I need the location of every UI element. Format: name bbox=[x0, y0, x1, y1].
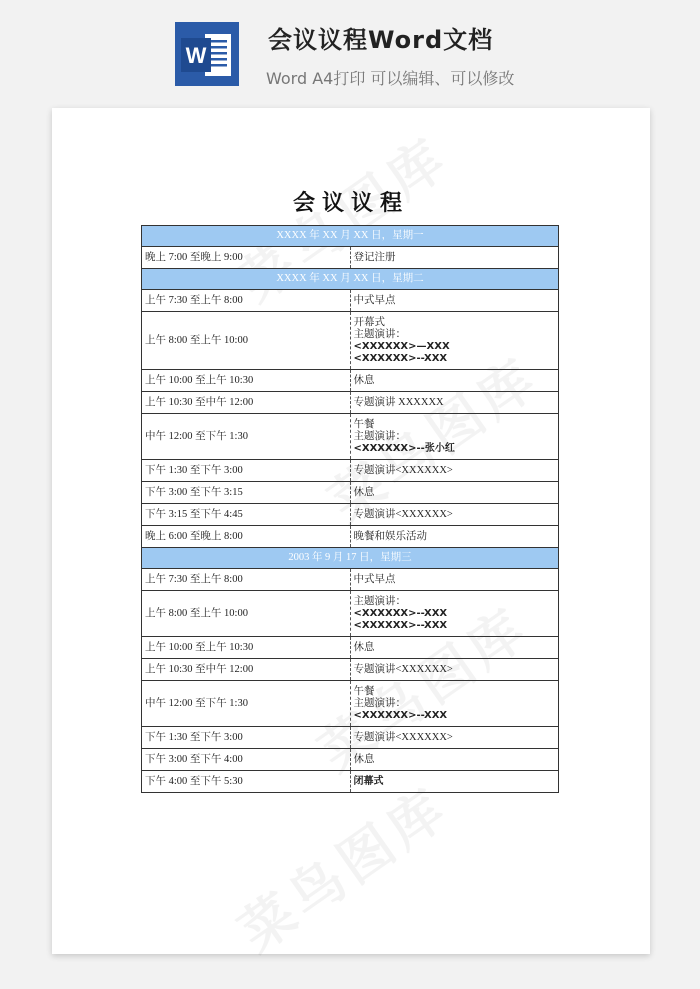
session-activity bbox=[350, 569, 559, 591]
session-activity bbox=[350, 681, 559, 727]
activity-line: 专题演讲<XXXXXX> bbox=[353, 508, 453, 520]
agenda-table bbox=[141, 225, 559, 793]
session-activity bbox=[350, 290, 559, 312]
session-time: 下午 3:00 至下午 4:00 bbox=[142, 749, 351, 771]
day-header-row bbox=[142, 226, 559, 247]
session-time: 中午 12:00 至下午 1:30 bbox=[142, 414, 351, 460]
table-row bbox=[142, 312, 559, 370]
activity-line: 休息 bbox=[353, 753, 375, 765]
session-activity bbox=[350, 504, 559, 526]
session-time: 中午 12:00 至下午 1:30 bbox=[142, 681, 351, 727]
activity-line: <XXXXXX>--XXX bbox=[353, 352, 448, 364]
session-time: 下午 1:30 至下午 3:00 bbox=[142, 727, 351, 749]
session-time: 上午 10:00 至上午 10:30 bbox=[142, 370, 351, 392]
activity-line: 休息 bbox=[353, 374, 375, 386]
activity-line: 专题演讲<XXXXXX> bbox=[353, 663, 453, 675]
session-time: 上午 7:30 至上午 8:00 bbox=[142, 569, 351, 591]
table-row bbox=[142, 659, 559, 681]
day-header: XXXX 年 XX 月 XX 日，星期二 bbox=[142, 269, 559, 290]
table-row bbox=[142, 504, 559, 526]
session-activity bbox=[350, 591, 559, 637]
session-activity bbox=[350, 370, 559, 392]
table-row bbox=[142, 681, 559, 727]
session-activity bbox=[350, 771, 559, 793]
table-row bbox=[142, 526, 559, 548]
table-row bbox=[142, 591, 559, 637]
session-time: 下午 3:15 至下午 4:45 bbox=[142, 504, 351, 526]
document-page bbox=[52, 108, 650, 954]
activity-line: 专题演讲<XXXXXX> bbox=[353, 731, 453, 743]
activity-line: 中式早点 bbox=[353, 294, 396, 306]
activity-line: <XXXXXX>—XXX bbox=[353, 340, 450, 352]
activity-line: 主题演讲： bbox=[353, 430, 406, 442]
table-row bbox=[142, 290, 559, 312]
agenda-body bbox=[142, 226, 559, 793]
activity-line: 专题演讲<XXXXXX> bbox=[353, 464, 453, 476]
table-row bbox=[142, 370, 559, 392]
day-header: XXXX 年 XX 月 XX 日，星期一 bbox=[142, 226, 559, 247]
activity-line: <XXXXXX>--XXX bbox=[353, 619, 448, 631]
activity-line: 晚餐和娱乐活动 bbox=[353, 530, 427, 542]
table-row bbox=[142, 247, 559, 269]
session-time: 上午 7:30 至上午 8:00 bbox=[142, 290, 351, 312]
activity-line: 午餐 bbox=[353, 685, 375, 697]
session-activity bbox=[350, 460, 559, 482]
session-activity bbox=[350, 414, 559, 460]
activity-line: 主题演讲： bbox=[353, 595, 406, 607]
activity-line: 开幕式 bbox=[353, 316, 385, 328]
session-time: 上午 8:00 至上午 10:00 bbox=[142, 591, 351, 637]
page-title: 会议议程 bbox=[292, 190, 409, 216]
table-row bbox=[142, 392, 559, 414]
session-time: 下午 4:00 至下午 5:30 bbox=[142, 771, 351, 793]
banner-subtitle: Word A4打印 可以编辑、可以修改 bbox=[266, 69, 515, 88]
table-row bbox=[142, 460, 559, 482]
table-row bbox=[142, 637, 559, 659]
activity-line: 休息 bbox=[353, 486, 375, 498]
session-activity bbox=[350, 482, 559, 504]
header-banner bbox=[0, 0, 700, 100]
table-row bbox=[142, 414, 559, 460]
session-time: 晚上 7:00 至晚上 9:00 bbox=[142, 247, 351, 269]
activity-line: 登记注册 bbox=[353, 251, 396, 263]
session-time: 晚上 6:00 至晚上 8:00 bbox=[142, 526, 351, 548]
activity-line: <XXXXXX>--张小红 bbox=[353, 442, 455, 454]
table-row bbox=[142, 727, 559, 749]
activity-line: <XXXXXX>--XXX bbox=[353, 709, 448, 721]
table-row bbox=[142, 749, 559, 771]
activity-line: 午餐 bbox=[353, 418, 375, 430]
activity-line: 休息 bbox=[353, 641, 375, 653]
session-activity bbox=[350, 749, 559, 771]
session-activity bbox=[350, 392, 559, 414]
banner-title: 会议议程Word文档 bbox=[268, 26, 494, 54]
activity-line: 主题演讲： bbox=[353, 697, 406, 709]
session-activity bbox=[350, 312, 559, 370]
session-time: 上午 10:30 至中午 12:00 bbox=[142, 392, 351, 414]
table-row bbox=[142, 771, 559, 793]
activity-line: 闭幕式 bbox=[353, 775, 384, 787]
activity-line: 主题演讲： bbox=[353, 328, 406, 340]
session-activity bbox=[350, 659, 559, 681]
session-time: 下午 1:30 至下午 3:00 bbox=[142, 460, 351, 482]
session-time: 上午 8:00 至上午 10:00 bbox=[142, 312, 351, 370]
watermark bbox=[222, 766, 463, 967]
activity-line: <XXXXXX>--XXX bbox=[353, 607, 448, 619]
session-activity bbox=[350, 727, 559, 749]
session-time: 上午 10:30 至中午 12:00 bbox=[142, 659, 351, 681]
day-header-row bbox=[142, 548, 559, 569]
session-time: 下午 3:00 至下午 3:15 bbox=[142, 482, 351, 504]
activity-line: 专题演讲 XXXXXX bbox=[353, 396, 444, 408]
table-row bbox=[142, 482, 559, 504]
session-activity bbox=[350, 637, 559, 659]
session-activity bbox=[350, 247, 559, 269]
session-activity bbox=[350, 526, 559, 548]
activity-line: 中式早点 bbox=[353, 573, 396, 585]
day-header: 2003 年 9 月 17 日，星期三 bbox=[142, 548, 559, 569]
session-time: 上午 10:00 至上午 10:30 bbox=[142, 637, 351, 659]
svg-text:W: W bbox=[185, 43, 207, 68]
day-header-row bbox=[142, 269, 559, 290]
word-document-icon bbox=[175, 22, 239, 86]
table-row bbox=[142, 569, 559, 591]
